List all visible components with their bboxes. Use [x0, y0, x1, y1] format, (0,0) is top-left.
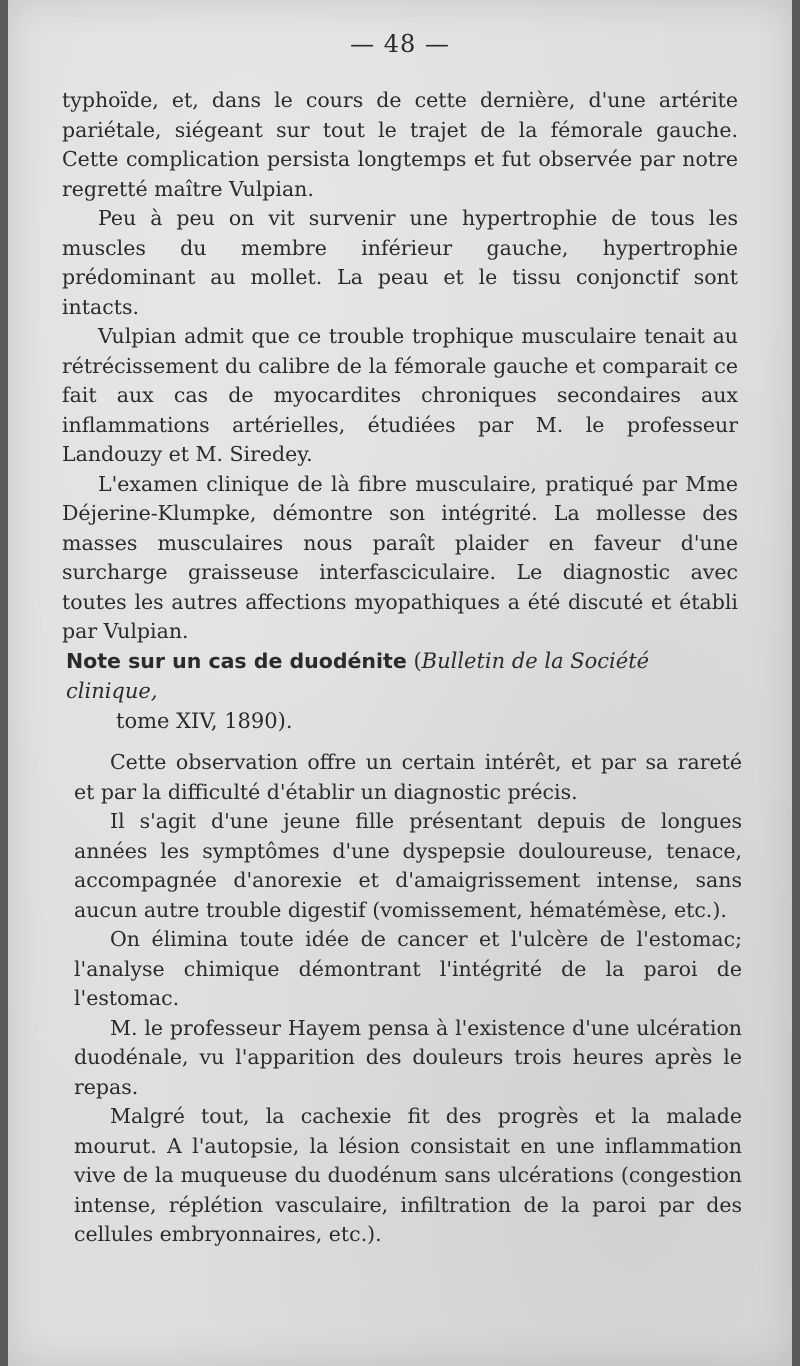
note-citation: Bulletin de la Société clinique,	[66, 649, 650, 703]
note-heading	[66, 646, 742, 736]
paragraph: Cette observation offre un certain intérêt, et par sa rareté et par la difficulté d'établir un diagnostic précis.	[74, 750, 742, 804]
document-page	[8, 0, 792, 1366]
note-paren: (	[413, 649, 422, 673]
paragraph: M. le professeur Hayem pensa à l'existence d'une ulcération duodénale, vu l'apparition des douleurs trois heures après le repas.	[74, 1015, 742, 1099]
paragraph: Peu à peu on vit survenir une hypertrophie de tous les muscles du membre inférieur gauche, hypertrophie prédominant au mollet. La peau et le tissu conjonctif sont intacts.	[62, 206, 738, 319]
note-citation-tail: tome XIV, 1890).	[116, 709, 293, 733]
paragraph: On élimina toute idée de cancer et l'ulcère de l'estomac; l'analyse chimique démontrant l'intégrité de la paroi de l'estomac.	[74, 927, 742, 1010]
paragraph: typhoïde, et, dans le cours de cette dernière, d'une artérite pariétale, siégeant sur tout le trajet de la fémorale gauche. Cette complication persista longtemps et fut observée par notre regretté maître Vulpian.	[62, 88, 738, 201]
paragraph: Malgré tout, la cachexie fit des progrès et la malade mourut. A l'autopsie, la lésion consistait en une inflammation vive de la muqueuse du duodénum sans ulcérations (congestion intense, réplétion vasculaire, infiltration de la paroi par des cellules embryonnaires, etc.).	[74, 1104, 742, 1246]
note-title: Note sur un cas de duodénite	[66, 649, 407, 673]
paragraph: Il s'agit d'une jeune fille présentant depuis de longues années les symptômes d'une dyspepsie douloureuse, tenace, accompagnée d'anorexie et d'amaigrissement intense, sans aucun autre trouble digestif (vomissement, hématémèse, etc.).	[74, 809, 742, 922]
paragraph: L'examen clinique de là fibre musculaire, pratiqué par Mme Déjerine-Klumpke, démontre son intégrité. La mollesse des masses musculaires nous paraît plaider en faveur d'une surcharge graisseuse interfasciculaire. Le diagnostic avec toutes les autres affections myopathiques a été discuté et établi par Vulpian.	[62, 471, 738, 643]
section-vulpian-case	[62, 86, 738, 647]
paragraph: Vulpian admit que ce trouble trophique musculaire tenait au rétrécissement du calibre de la fémorale gauche et comparait ce fait aux cas de myocardites chroniques secondaires aux inflammations artérielles, étudiées par M. le professeur Landouzy et M. Siredey.	[62, 324, 738, 466]
page-number: — 48 —	[350, 30, 450, 58]
section-duodenitis	[74, 748, 742, 1250]
